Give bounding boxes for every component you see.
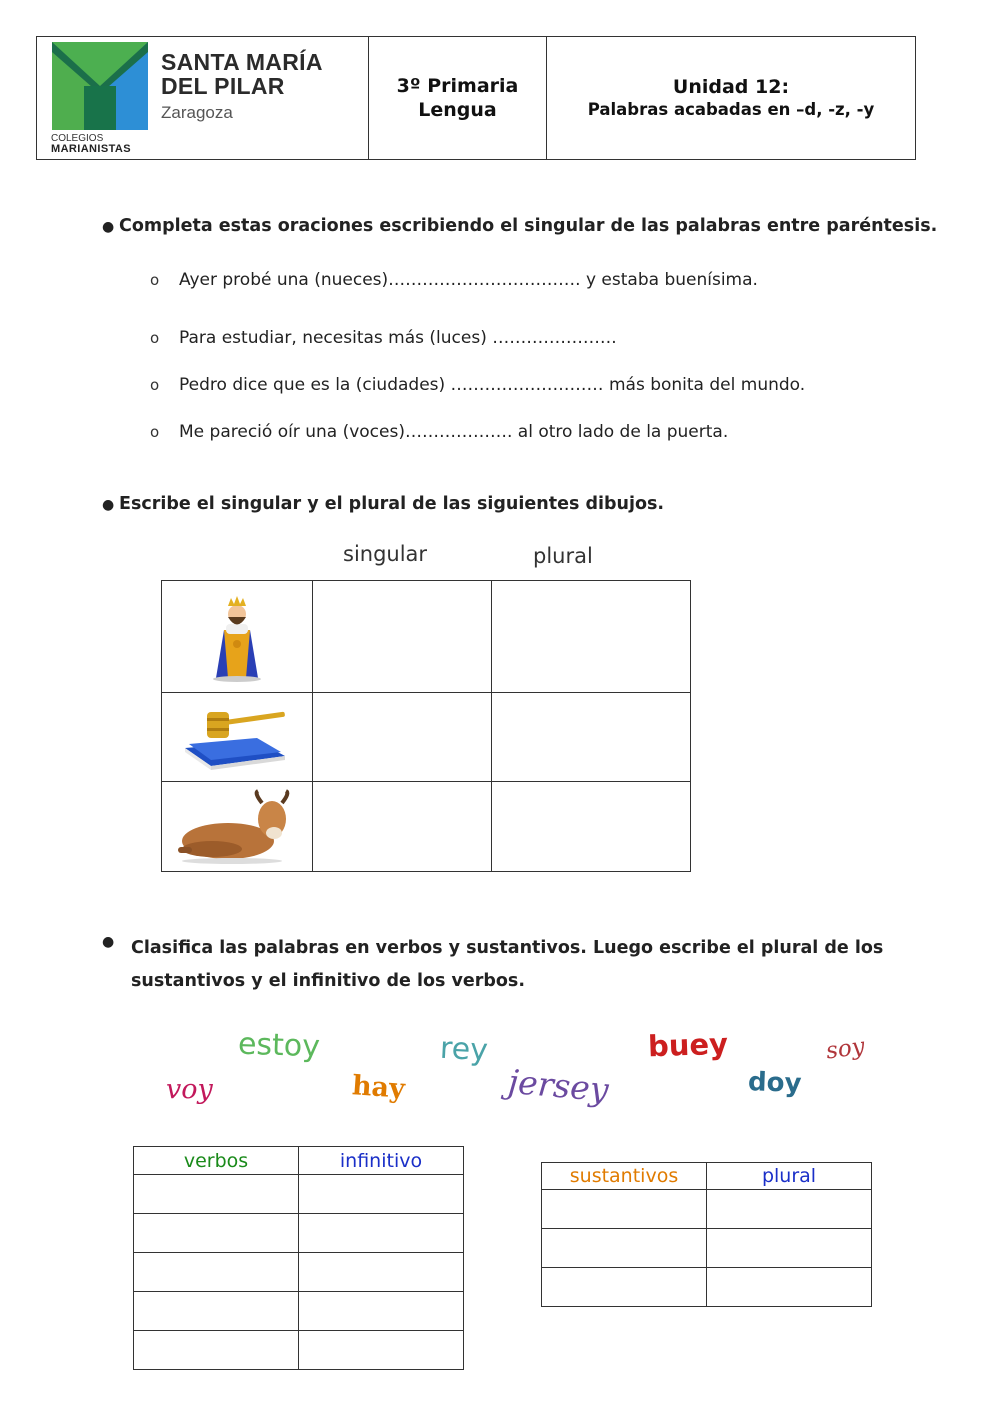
- circle-bullet-icon: o: [150, 329, 160, 347]
- table-row: [134, 1331, 464, 1370]
- verb-answer-cell[interactable]: [134, 1214, 299, 1253]
- plural-answer-cell[interactable]: [492, 693, 691, 782]
- infinitive-answer-cell[interactable]: [299, 1331, 464, 1370]
- nouns-header: sustantivos: [542, 1163, 707, 1190]
- unit-title: Unidad 12:: [672, 76, 790, 98]
- sentence-4: o Me pareció oír una (voces)………………. al otro lado de la puerta.: [150, 422, 729, 442]
- verb-answer-cell[interactable]: [134, 1253, 299, 1292]
- exercise3-instruction: Clasifica las palabras en verbos y sustantivos. Luego escribe el plural de los sustantivos y el infinitivo de los verbos.: [131, 938, 884, 991]
- word-soy: soy: [824, 1033, 867, 1065]
- verb-answer-cell[interactable]: [134, 1175, 299, 1214]
- infinitive-answer-cell[interactable]: [299, 1175, 464, 1214]
- singular-answer-cell[interactable]: [313, 581, 492, 693]
- plural-answer-cell[interactable]: [707, 1229, 872, 1268]
- verb-answer-cell[interactable]: [134, 1331, 299, 1370]
- table-row: [542, 1268, 872, 1307]
- grade-cell: [369, 37, 547, 159]
- school-org-name: MARIANISTAS: [51, 143, 131, 155]
- picture-row: [162, 693, 691, 782]
- plural-header: plural: [707, 1163, 872, 1190]
- picture-row: [162, 581, 691, 693]
- school-city: Zaragoza: [161, 103, 233, 122]
- exercise1-instruction: Completa estas oraciones escribiendo el singular de las palabras entre paréntesis.: [119, 216, 938, 236]
- infinitive-answer-cell[interactable]: [299, 1292, 464, 1331]
- bullet-icon: ●: [102, 934, 115, 950]
- verbs-table-header: [134, 1147, 464, 1175]
- nouns-table-header: [542, 1163, 872, 1190]
- picture-cell: [162, 782, 313, 872]
- noun-answer-cell[interactable]: [542, 1190, 707, 1229]
- word-jersey: jersey: [506, 1061, 611, 1110]
- sentence-1: o Ayer probé una (nueces)……………………………. y estaba buenísima.: [150, 270, 758, 290]
- unit-topic: Palabras acabadas en –d, -z, -y: [587, 100, 875, 119]
- table-row: [134, 1175, 464, 1214]
- plural-answer-cell[interactable]: [707, 1190, 872, 1229]
- verbs-table: [133, 1146, 464, 1370]
- noun-answer-cell[interactable]: [542, 1268, 707, 1307]
- word-hay: hay: [350, 1070, 406, 1105]
- picture-cell: [162, 581, 313, 693]
- infinitive-answer-cell[interactable]: [299, 1253, 464, 1292]
- singular-answer-cell[interactable]: [313, 782, 492, 872]
- sentence-2: o Para estudiar, necesitas más (luces) ………………….: [150, 328, 617, 348]
- plural-answer-cell[interactable]: [707, 1268, 872, 1307]
- nouns-table: [541, 1162, 872, 1307]
- picture-row: [162, 782, 691, 872]
- circle-bullet-icon: o: [150, 376, 160, 394]
- subject-label: Lengua: [418, 99, 497, 121]
- word-doy: doy: [747, 1067, 802, 1099]
- infinitive-answer-cell[interactable]: [299, 1214, 464, 1253]
- word-voy: voy: [166, 1074, 213, 1105]
- bullet-icon: ●: [102, 497, 115, 513]
- plural-answer-cell[interactable]: [492, 581, 691, 693]
- singular-column-label: singular: [343, 542, 428, 566]
- verbs-header: verbos: [134, 1147, 299, 1175]
- word-rey: rey: [439, 1030, 489, 1069]
- worksheet-header: [36, 36, 916, 160]
- grade-label: 3º Primaria: [396, 75, 519, 97]
- picture-cell: [162, 693, 313, 782]
- plural-column-label: plural: [533, 544, 593, 568]
- table-row: [134, 1214, 464, 1253]
- table-row: [542, 1190, 872, 1229]
- table-row: [134, 1292, 464, 1331]
- school-logo-cell: [37, 37, 369, 159]
- king-icon: [202, 592, 272, 682]
- ox-icon: [172, 789, 302, 865]
- table-row: [134, 1253, 464, 1292]
- school-logo-icon: [52, 42, 148, 130]
- unit-cell: [547, 37, 915, 159]
- gavel-book-icon: [181, 702, 293, 772]
- circle-bullet-icon: o: [150, 271, 160, 289]
- school-name: SANTA MARÍA DEL PILAR: [161, 49, 323, 99]
- sentence-3: o Pedro dice que es la (ciudades) ……………………… más bonita del mundo.: [150, 375, 806, 395]
- pictures-table: [161, 580, 691, 872]
- noun-answer-cell[interactable]: [542, 1229, 707, 1268]
- circle-bullet-icon: o: [150, 423, 160, 441]
- verb-answer-cell[interactable]: [134, 1292, 299, 1331]
- table-row: [542, 1229, 872, 1268]
- infinitive-header: infinitivo: [299, 1147, 464, 1175]
- bullet-icon: ●: [102, 219, 115, 235]
- plural-answer-cell[interactable]: [492, 782, 691, 872]
- singular-answer-cell[interactable]: [313, 693, 492, 782]
- word-buey: buey: [647, 1026, 729, 1064]
- school-org-label: COLEGIOS: [51, 133, 104, 144]
- exercise2-instruction: Escribe el singular y el plural de las siguientes dibujos.: [119, 494, 665, 514]
- word-estoy: estoy: [237, 1026, 321, 1065]
